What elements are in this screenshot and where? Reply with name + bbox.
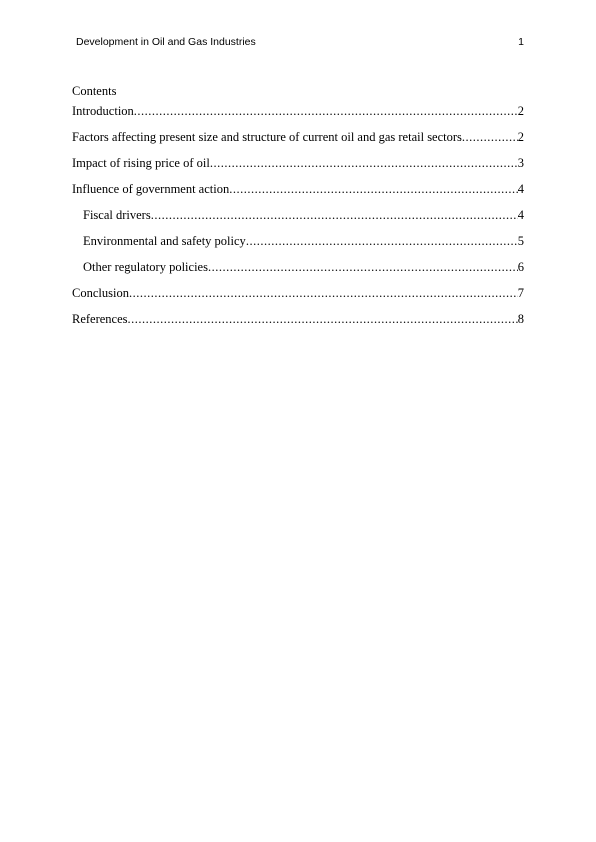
toc-entry-label: Influence of government action: [72, 182, 230, 196]
toc-leader-dots: [129, 286, 518, 301]
toc-leader-dots: [246, 234, 518, 249]
toc-entry-page: 4: [517, 182, 524, 196]
toc-entry-introduction[interactable]: [72, 104, 524, 130]
toc-entry-page: 4: [517, 208, 524, 222]
toc-entry-label: Introduction: [72, 104, 134, 118]
toc-entry-factors[interactable]: [72, 130, 524, 156]
contents-heading: Contents: [72, 84, 117, 98]
toc-entry-government-action[interactable]: [72, 182, 524, 208]
toc-entry-conclusion[interactable]: [72, 286, 524, 312]
toc-entry-page: 7: [517, 286, 524, 300]
toc-leader-dots: [208, 260, 518, 275]
table-of-contents: [72, 104, 524, 338]
toc-entry-page: 8: [517, 312, 524, 326]
toc-entry-other-regulatory[interactable]: [72, 260, 524, 286]
toc-leader-dots: [128, 312, 518, 327]
toc-entry-impact-oil-price[interactable]: [72, 156, 524, 182]
toc-leader-dots: [134, 104, 518, 119]
toc-entry-label: Conclusion: [72, 286, 129, 300]
toc-leader-dots: [462, 130, 518, 145]
toc-entry-page: 2: [517, 104, 524, 118]
toc-entry-label: Impact of rising price of oil: [72, 156, 210, 170]
toc-entry-label: Fiscal drivers: [83, 208, 151, 222]
toc-entry-references[interactable]: [72, 312, 524, 338]
header-title: Development in Oil and Gas Industries: [76, 36, 256, 48]
toc-leader-dots: [210, 156, 518, 171]
toc-entry-fiscal-drivers[interactable]: [72, 208, 524, 234]
toc-entry-page: 5: [517, 234, 524, 248]
toc-entry-page: 6: [517, 260, 524, 274]
toc-leader-dots: [229, 182, 518, 197]
toc-entry-environmental-safety[interactable]: [72, 234, 524, 260]
header-page-number: 1: [518, 36, 524, 48]
toc-entry-label: Environmental and safety policy: [83, 234, 246, 248]
toc-entry-label: Factors affecting present size and structure of current oil and gas retail sectors: [72, 130, 462, 144]
toc-entry-label: References: [72, 312, 128, 326]
toc-entry-label: Other regulatory policies: [83, 260, 208, 274]
toc-entry-page: 3: [517, 156, 524, 170]
page-header: [76, 36, 524, 50]
toc-leader-dots: [151, 208, 518, 223]
toc-entry-page: 2: [517, 130, 524, 144]
